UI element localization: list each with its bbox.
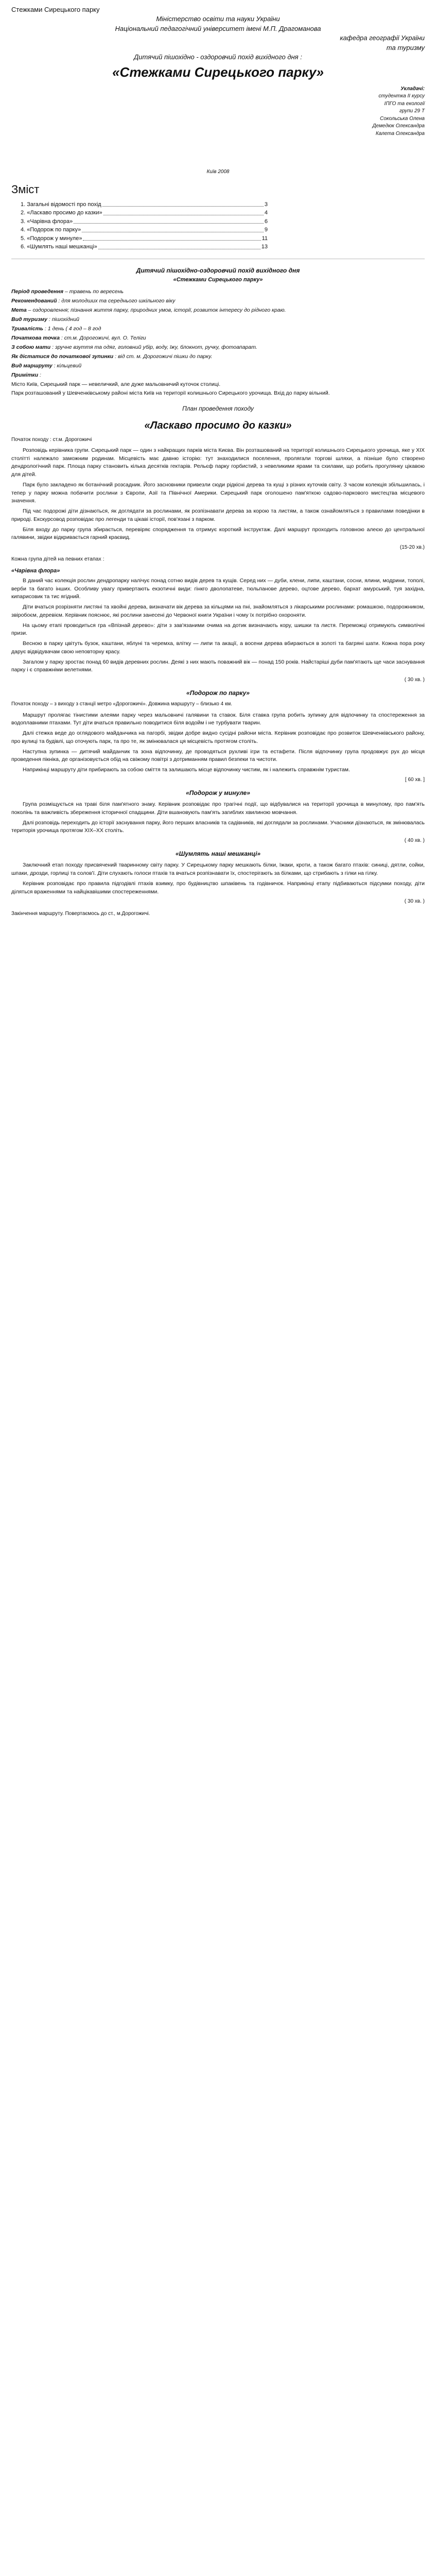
duration-label: ( 40 хв. ) xyxy=(404,838,425,844)
toc-item[interactable]: 5. «Подорож у минуле» 11 xyxy=(21,235,268,242)
plan-title: План проведення походу xyxy=(182,405,254,413)
author-line: групи 29 Т xyxy=(399,108,425,114)
paragraph: Парк було закладено як ботанічний розсадник. Його засновники привезли сюди рідкісні дерева та кущі з різних куточків світу. З часом колекція збільшилась, і тепер у парку можна побачити рослини з Європи, Азії та Північної Америки. Сирецький парк оголошено пам'яткою садово-паркового мистецтва місцевого значення. xyxy=(11,481,425,504)
field-route-type: Вид маршруту : кільцевий xyxy=(11,362,82,369)
paragraph: На цьому етапі проводиться гра «Впізнай дерево»: діти з зав'язаними очима на дотик визначають кору, шишки та листя. Переможці отримують символічні призи. xyxy=(11,622,425,637)
toc-item[interactable]: 1. Загальні відомості про похід 3 xyxy=(21,201,268,208)
field-how-to-get: Як дістатися до початкової зупинки : від ст. м. Дорогожичі пішки до парку. xyxy=(11,353,213,360)
toc-item[interactable]: 2. «Ласкаво просимо до казки» 4 xyxy=(21,210,268,216)
paragraph: В даний час колекція рослин дендропарку налічує понад сотню видів дерев та кущів. Серед них — дуби, клени, липи, каштани, сосни, ялини, модрини, тополі, верби та багато інших. Особливу увагу привертають екзотичні види: гінкго дволопатеве, тюльпанове дерево, оцтове дерево, бархат амурський, туя західна, кипарисовик та тис ягідний. xyxy=(11,577,425,600)
paragraph: Біля входу до парку група збирається, перевіряє спорядження та отримує короткий інструктаж. Далі маршрут проходить головною алеєю до центральної галявини, звідки відкривається гарний краєвид. xyxy=(11,526,425,541)
past-title: «Подорож у минуле» xyxy=(186,789,250,796)
field-duration: Тривалість : 1 день ( 4 год – 8 год xyxy=(11,326,101,332)
author-line: студентка ІІ курсу xyxy=(378,93,425,99)
field-tourism-type: Вид туризму : пішохідний xyxy=(11,316,80,323)
note-paragraph: Парк розташований у Шевченківському районі міста Київ на території колишнього Сирецького урочища. Вхід до парку вільний. xyxy=(11,390,330,397)
paragraph: Наступна зупинка — дитячий майданчик та зона відпочинку, де проводяться рухливі ігри та естафети. Після відпочинку група продовжує рух до місця проведення пікніка, де організовується обід на свіжому повітрі з дотриманням правил безпеки та чистоти. xyxy=(11,748,425,763)
general-title: Дитячий пішохідно-оздоровчий похід вихідного дня xyxy=(136,266,300,274)
paragraph: Під час подорожі діти дізнаються, як доглядати за рослинами, як розпізнавати дерева за корою та листям, а також ознайомляться з правилами поведінки в природі. Екскурсовод розповідає про легенди та цікаві історії, пов'язані з парком. xyxy=(11,508,425,522)
author-line: ІПГО та екології xyxy=(384,100,425,107)
university: Національний педагогічний університет імені М.П. Драгоманова xyxy=(115,24,321,32)
field-goal: Мета – оздоровлення; пізнання життя парку, природних умов, історії, розвиток інтересу до рідного краю. xyxy=(11,307,286,314)
footer-text: Закінчення маршруту. Повертаємось до ст., м.Дорогожичі. xyxy=(11,911,150,917)
paragraph: Заключний етап походу присвячений тваринному світу парку. У Сирецькому парку мешкають білки, їжаки, кроти, а також багато птахів: синиці, дятли, сойки, шпаки, дрозди, горлиці та солов'ї. Діти слухають голоси птахів та вчаться розпізнавати їх, спостерігають за білками, що стрибають з гілки на гілку. xyxy=(11,862,425,876)
authors-label: Укладачі: xyxy=(400,86,425,92)
tour-title: «Подорож по парку» xyxy=(186,689,250,697)
field-notes: Примітки : xyxy=(11,371,41,378)
general-subtitle: «Стежками Сирецького парку» xyxy=(173,276,263,283)
paragraph: Наприкінці маршруту діти прибирають за собою сміття та залишають місце відпочинку чистим, як і належить справжнім туристам. xyxy=(23,767,350,773)
paragraph: Маршрут пролягає тінистими алеями парку через мальовничі галявини та ставок. Біля ставка група робить зупинку для відпочинку та спостереження за водоплавними птахами. Тут діти вчаться правильно поводитися біля водойм і не турбувати тварин. xyxy=(11,711,425,726)
duration-label: ( 30 хв. ) xyxy=(404,899,425,905)
department-line-1: кафедра географії України xyxy=(340,34,425,42)
paragraph: Загалом у парку зростає понад 60 видів деревних рослин. Деякі з них мають поважний вік — понад 150 років. Найстаріші дуби пам'ятають ще часи заснування парку і є справжніми велетнями. xyxy=(11,658,425,673)
author-line: Демедюк Олександра xyxy=(372,123,425,129)
paragraph: Весною в парку цвітуть бузок, каштани, яблуні та черемха, влітку — липи та акації, а восени дерева вбираються в золоті та багряні шати. Кожна пора року дарує відвідувачам свою неповторну красу. xyxy=(11,640,425,655)
toc-item[interactable]: 3. «Чарівна флора» 6 xyxy=(21,218,268,225)
author-line: Калета Олександра xyxy=(375,130,425,137)
toc-item[interactable]: 6. «Шумлять наші мешканці» 13 xyxy=(21,244,268,250)
toc-title: Зміст xyxy=(11,182,40,196)
day1-meta: Початок походу : ст.м. Дорогожичі xyxy=(11,436,92,443)
document-page xyxy=(0,0,436,928)
department-line-2: та туризму xyxy=(386,43,425,52)
document-subtitle: Дитячий пішохідно - оздоровчий похід вихідного дня : xyxy=(134,53,302,61)
table-of-contents xyxy=(21,200,425,251)
city-year: Київ 2008 xyxy=(206,169,230,175)
paragraph: Далі розповідь переходить до історії заснування парку, його перших власників та садівників, які доглядали за рослинами. Учасники дізнаються, як змінювалась територія урочища протягом XIX–XX століть. xyxy=(11,819,425,834)
ministry: Міністерство освіти та науки України xyxy=(156,15,280,23)
document-title: «Стежками Сирецького парку» xyxy=(112,64,324,80)
note-paragraph: Місто Київ, Сирецький парк — невеличкий, але дуже мальовничий куточок столиці. xyxy=(11,381,221,387)
flora-title: «Чарівна флора» xyxy=(11,568,60,574)
toc-item[interactable]: 4. «Подорож по парку» 9 xyxy=(21,227,268,233)
duration-label: (15-20 хв.) xyxy=(399,545,425,551)
paragraph: Розповідь керівника групи. Сирецький парк — один з найкращих парків міста Києва. Він розташований на території колишнього Сирецького урочища, яке у XIX столітті належало заможним родинам. Місцевість має давню історію: тут знаходилися поселення, пролягали торгові шляхи, а пізніше було створено дендрологічний парк. Площа парку становить кілька десятків гектарів. Рельєф парку горбистий, з невеликими ярами та схилами, що робить прогулянку цікавою для дітей. xyxy=(11,447,425,478)
paragraph: Діти вчаться розрізняти листяні та хвойні дерева, визначати вік дерева за кільцями на пні, знайомляться з лікарськими рослинами: ромашкою, подорожником, звіробоєм, деревієм. Керівник пояснює, які рослини занесені до Червоної книги України і чому їх потрібно охороняти. xyxy=(11,604,425,618)
top-title: Стежками Сирецького парку xyxy=(11,6,100,13)
day1-title: «Ласкаво просимо до казки» xyxy=(144,420,292,432)
paragraph: Група розміщується на траві біля пам'ятного знаку. Керівник розповідає про трагічні події, що відбувалися на території урочища в минулому, про пам'ять поколінь та важливість збереження історичної спадщини. Діти вшановують пам'ять загиблих хвилиною мовчання. xyxy=(11,801,425,816)
flora-intro: Кожна група дітей на певних етапах : xyxy=(11,556,104,563)
field-bring: З собою мати : зручне взуття та одяг, головний убір, воду, їжу, блокнот, ручку, фотоапарат. xyxy=(11,344,257,350)
author-line: Сокольська Олена xyxy=(380,115,425,122)
duration-label: [ 60 хв. ] xyxy=(405,776,425,783)
paragraph: Далі стежка веде до оглядового майданчика на пагорбі, звідки добре видно сусідні райони міста. Керівник розповідає про розвиток Шевченківського району, про вулиці та будівлі, що оточують парк, та про те, як змінювалася ця місцевість протягом століть. xyxy=(11,730,425,744)
field-start-point: Початкова точка : ст.м. Дорогожичі, вул. О. Теліги xyxy=(11,335,146,341)
authors-block xyxy=(11,86,425,138)
animals-title: «Шумлять наші мешканці» xyxy=(175,850,261,858)
tour-meta: Початок походу – з виходу з станції метро «Дорогожичі». Довжина маршруту – близько 4 км. xyxy=(11,701,233,707)
paragraph: Керівник розповідає про правила підгодівлі птахів взимку, про будівництво шпаківень та годівничок. Наприкінці етапу підбиваються підсумки походу, діти діляться враженнями та найцікавішими спостереженнями. xyxy=(11,880,425,895)
duration-label: ( 30 хв. ) xyxy=(404,677,425,683)
field-period: Період проведення – травень по вересень xyxy=(11,289,124,295)
field-recommended: Рекомендований : для молодших та середнього шкільного віку xyxy=(11,298,176,304)
